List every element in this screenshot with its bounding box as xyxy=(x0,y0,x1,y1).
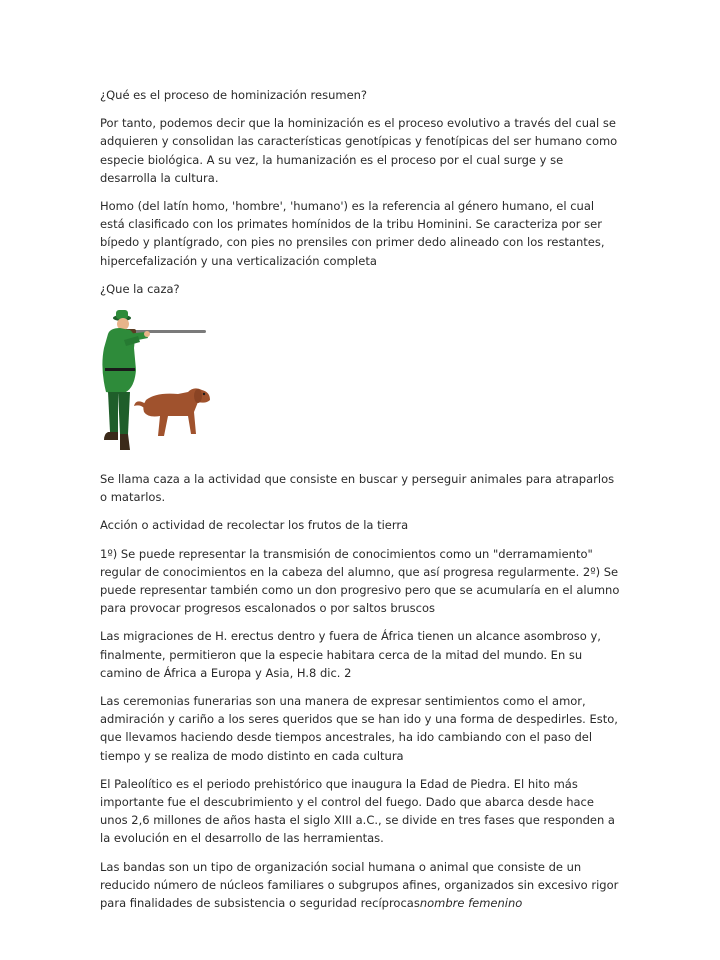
paragraph-bandas-italic: nombre femenino xyxy=(419,896,523,911)
paragraph-bandas-text: Las bandas son un tipo de organización social humana o animal que consiste de un reducido número de núcleos familiares o subgrupos afines, organizados sin excesivo rigor para finalidades de subsistencia o seguridad recíprocas xyxy=(100,859,619,911)
paragraph-transmision: 1º) Se puede representar la transmisión de conocimientos como un "derramamiento" regular de conocimientos en la cabeza del alumno, que así progresa regularmente. 2º) Se puede representar también como un don progresivo pero que se acumularía en el alumno para provocar progresos escalonados o por saltos bruscos xyxy=(100,546,620,616)
paragraph-paleolitico: El Paleolítico es el periodo prehistórico que inaugura la Edad de Piedra. El hito más importante fue el descubrimiento y el control del fuego. Dado que abarca desde hace unos 2,6 millones de años hasta el siglo XIII a.C., se divide en tres fases que responden a la evolución en el desarrollo de las herramientas. xyxy=(100,776,615,846)
paragraph-homo: Homo (del latín homo, 'hombre', 'humano') es la referencia al género humano, el cual está clasificado con los primates homínidos de la tribu Hominini. Se caracteriza por ser bípedo y plantígrado, con pies no prensiles con primer dedo alineado con los restantes, hipercefalización y una verticalización completa xyxy=(100,199,605,268)
rifle-shape xyxy=(126,330,206,333)
heading-hominizacion: ¿Qué es el proceso de hominización resumen? xyxy=(100,88,368,102)
paragraph-bandas xyxy=(100,858,620,913)
paragraph-recoleccion: Acción o actividad de recolectar los frutos de la tierra xyxy=(100,518,409,533)
paragraph-migraciones: Las migraciones de H. erectus dentro y fuera de África tienen un alcance asombroso y, finalmente, permitieron que la especie habitara cerca de la mitad del mundo. En su camino de África a Europa y Asia, H.8 dic. 2 xyxy=(100,629,601,680)
document-body xyxy=(100,86,620,922)
paragraph-caza: Se llama caza a la actividad que consiste en buscar y perseguir animales para atraparlos o matarlos. xyxy=(100,472,615,505)
hunter-illustration xyxy=(98,308,228,458)
paragraph-ceremonias: Las ceremonias funerarias son una manera de expresar sentimientos como el amor, admiración y cariño a los seres queridos que se han ido y una forma de despedirles. Esto, que llevamos haciendo desde tiempos ancestrales, ha ido cambiando con el paso del tiempo y se realiza de modo distinto en cada cultura xyxy=(100,694,618,763)
heading-caza: ¿Que la caza? xyxy=(100,281,180,296)
paragraph-hominizacion: Por tanto, podemos decir que la hominización es el proceso evolutivo a través del cual se adquieren y consolidan las características genotípicas y fenotípicas del ser humano como especie biológica. A su vez, la humanización es el proceso por el cual surge y se desarrolla la cultura. xyxy=(100,116,618,185)
hunter-with-dog-icon xyxy=(98,308,228,458)
